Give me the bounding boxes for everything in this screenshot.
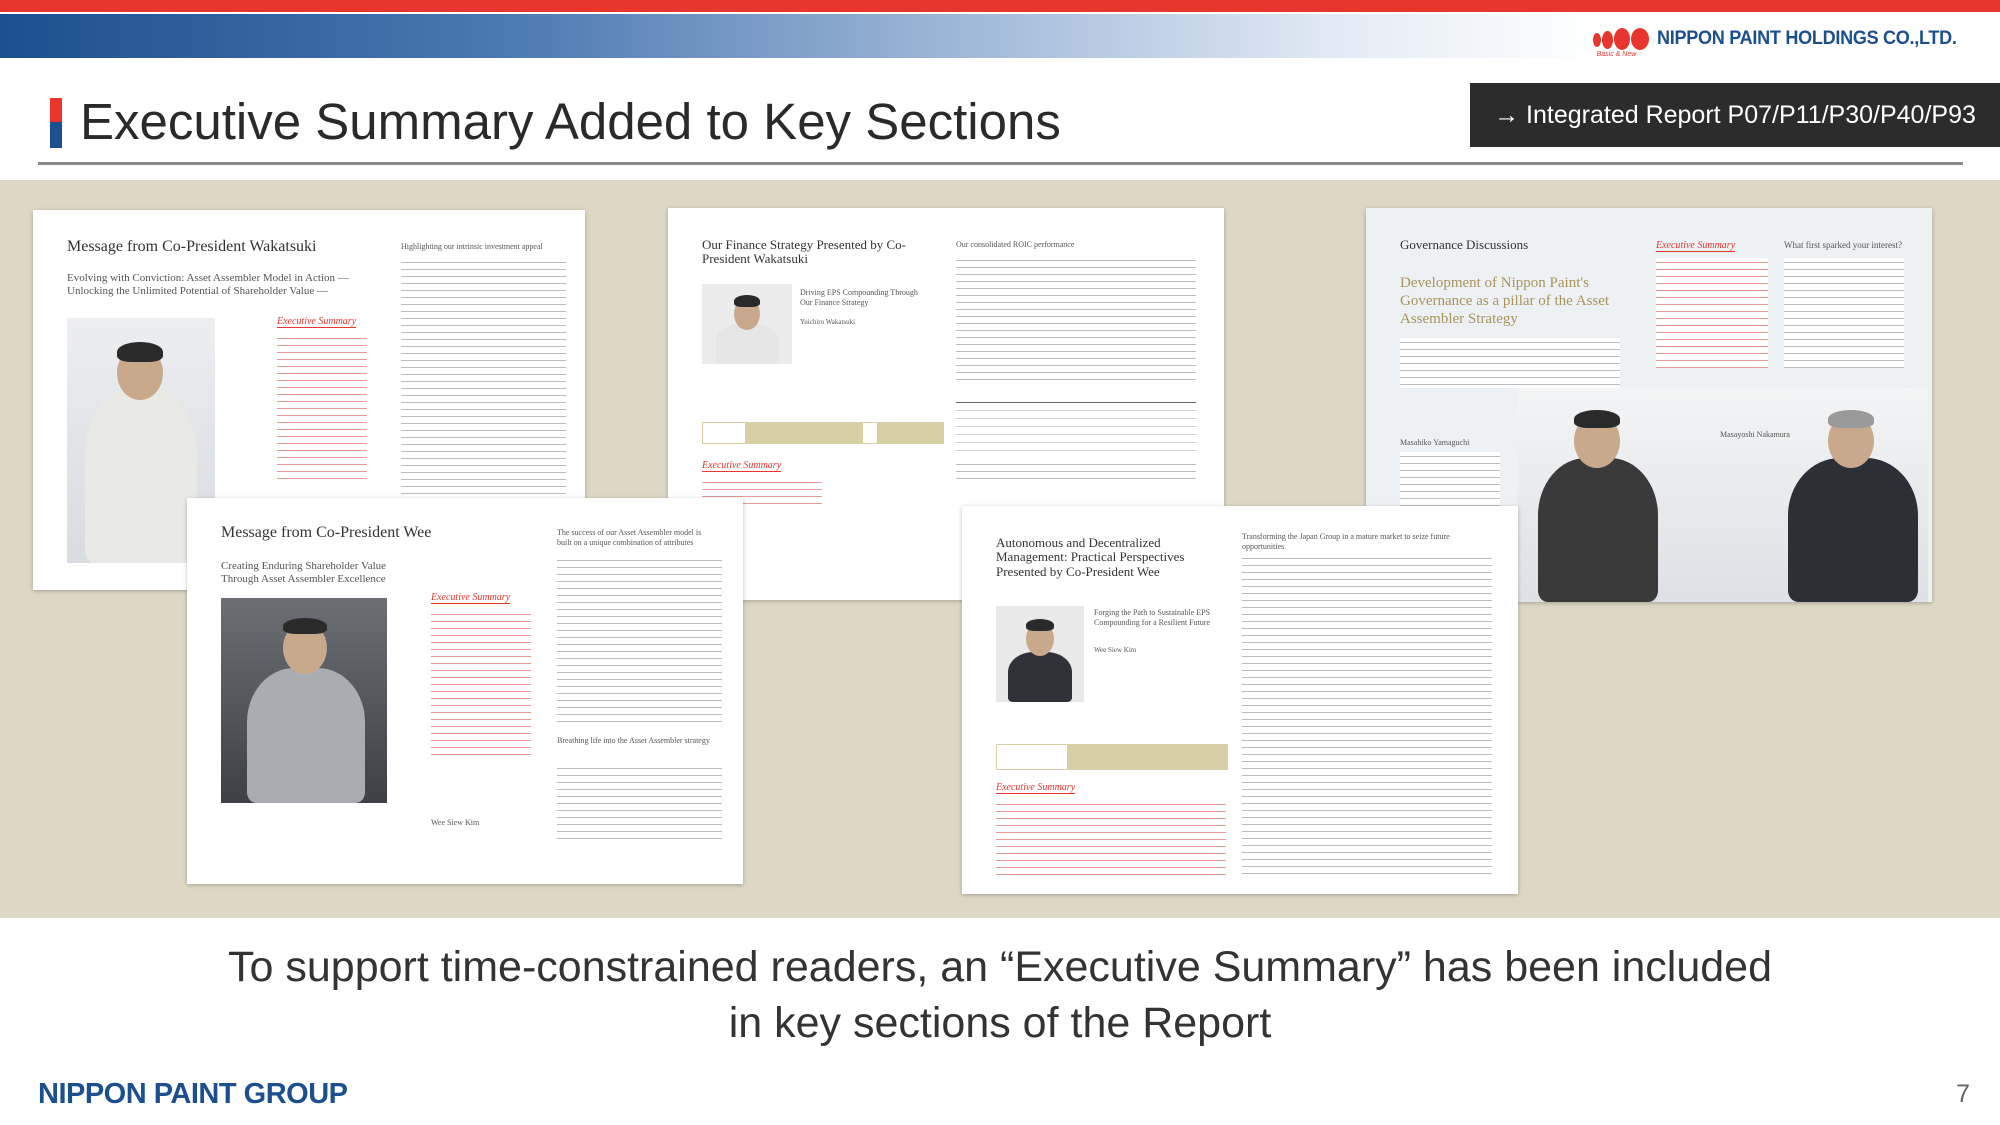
body-text [956, 256, 1196, 386]
slide-caption [0, 940, 2000, 1052]
portrait-photo [996, 606, 1084, 702]
thumbnail-subtitle: Forging the Path to Sustainable EPS Compounding for a Resilient Future [1094, 608, 1211, 627]
executive-summary-label: Executive Summary [431, 592, 511, 603]
top-red-band [0, 0, 2000, 12]
interview-question: What first sparked your interest? [1784, 240, 1902, 250]
thumbnail-autonomous-management [962, 506, 1518, 894]
body-text [557, 556, 722, 726]
executive-summary-text [277, 334, 367, 484]
title-divider [38, 162, 1963, 165]
thumbnail-title: Autonomous and Decentralized Management: Practical Perspectives Presented by Co-President Wee [996, 535, 1185, 579]
thumbnail-wee-message [187, 498, 743, 884]
caption-line-2: in key sections of the Report [728, 998, 1272, 1047]
section-heading: Highlighting our intrinsic investment appeal [401, 242, 543, 251]
report-thumbnail-panel [0, 180, 2000, 918]
executive-summary-label: Executive Summary [702, 460, 782, 471]
report-reference-box: → Integrated Report P07/P11/P30/P40/P93 [1470, 83, 2000, 147]
thumbnail-title: Message from Co-President Wakatsuki [67, 238, 317, 255]
thumbnail-subtitle: Creating Enduring Shareholder Value Through Asset Assembler Excellence [221, 560, 387, 586]
executive-summary-text [996, 800, 1226, 876]
executive-summary-label: Executive Summary [277, 316, 357, 327]
interview-photo [1518, 388, 1928, 602]
executive-summary-label: Executive Summary [1656, 240, 1736, 251]
roic-table [956, 402, 1196, 451]
thumbnail-title: Message from Co-President Wee [221, 524, 432, 541]
section-heading: The success of our Asset Assembler model is built on a unique combination of attributes [557, 528, 702, 547]
flow-diagram [996, 744, 1228, 770]
person-name: Wee Siew Kim [1094, 646, 1137, 654]
logo-tagline: Basic & New [1596, 51, 1637, 58]
thumbnail-subtitle: Development of Nippon Paint's Governance as a pillar of the Asset Assembler Strategy [1400, 275, 1610, 327]
section-heading: Our consolidated ROIC performance [956, 240, 1075, 249]
participant-name-2: Masayoshi Nakamura [1720, 430, 1790, 439]
executive-summary-text [431, 610, 531, 760]
title-accent-bar [50, 98, 62, 148]
table-notes [956, 460, 1196, 482]
logo-mark-icon [1593, 24, 1649, 58]
body-text-2 [557, 764, 722, 844]
portrait-photo [702, 284, 792, 364]
logo-text: NIPPON PAINT HOLDINGS CO.,LTD. [1656, 28, 1957, 49]
thumbnail-subtitle: Evolving with Conviction: Asset Assembler Model in Action — Unlocking the Unlimited Potential of Shareholder Value — [67, 272, 349, 298]
executive-summary-text [1656, 258, 1768, 368]
participant-bio-1 [1400, 452, 1500, 512]
thumbnail-title: Our Finance Strategy Presented by Co-President Wakatsuki [702, 237, 906, 267]
caption-line-1: To support time-constrained readers, an “Executive Summary” has been included [228, 943, 1772, 991]
section-heading-2: Breathing life into the Asset Assembler strategy [557, 736, 710, 745]
body-text [1242, 554, 1492, 874]
signature-name: Wee Siew Kim [431, 818, 480, 827]
company-logo [1593, 24, 1972, 58]
executive-summary-label: Executive Summary [996, 782, 1076, 793]
thumbnail-subtitle: Driving EPS Compounding Through Our Finance Strategy [800, 288, 918, 307]
intro-text [1400, 338, 1620, 388]
participant-name-1: Masahiko Yamaguchi [1400, 438, 1470, 447]
footer-brand: NIPPON PAINT GROUP [38, 1078, 348, 1110]
page-title: Executive Summary Added to Key Sections [80, 93, 1061, 150]
thumbnail-title: Governance Discussions [1400, 237, 1529, 252]
section-heading: Transforming the Japan Group in a mature market to seize future opportunities [1242, 532, 1450, 551]
flow-diagram [702, 422, 944, 444]
slide-number: 7 [1956, 1080, 1970, 1108]
person-name: Yuichiro Wakatsuki [800, 318, 856, 326]
portrait-photo [221, 598, 387, 803]
interview-answer-text [1784, 258, 1904, 368]
